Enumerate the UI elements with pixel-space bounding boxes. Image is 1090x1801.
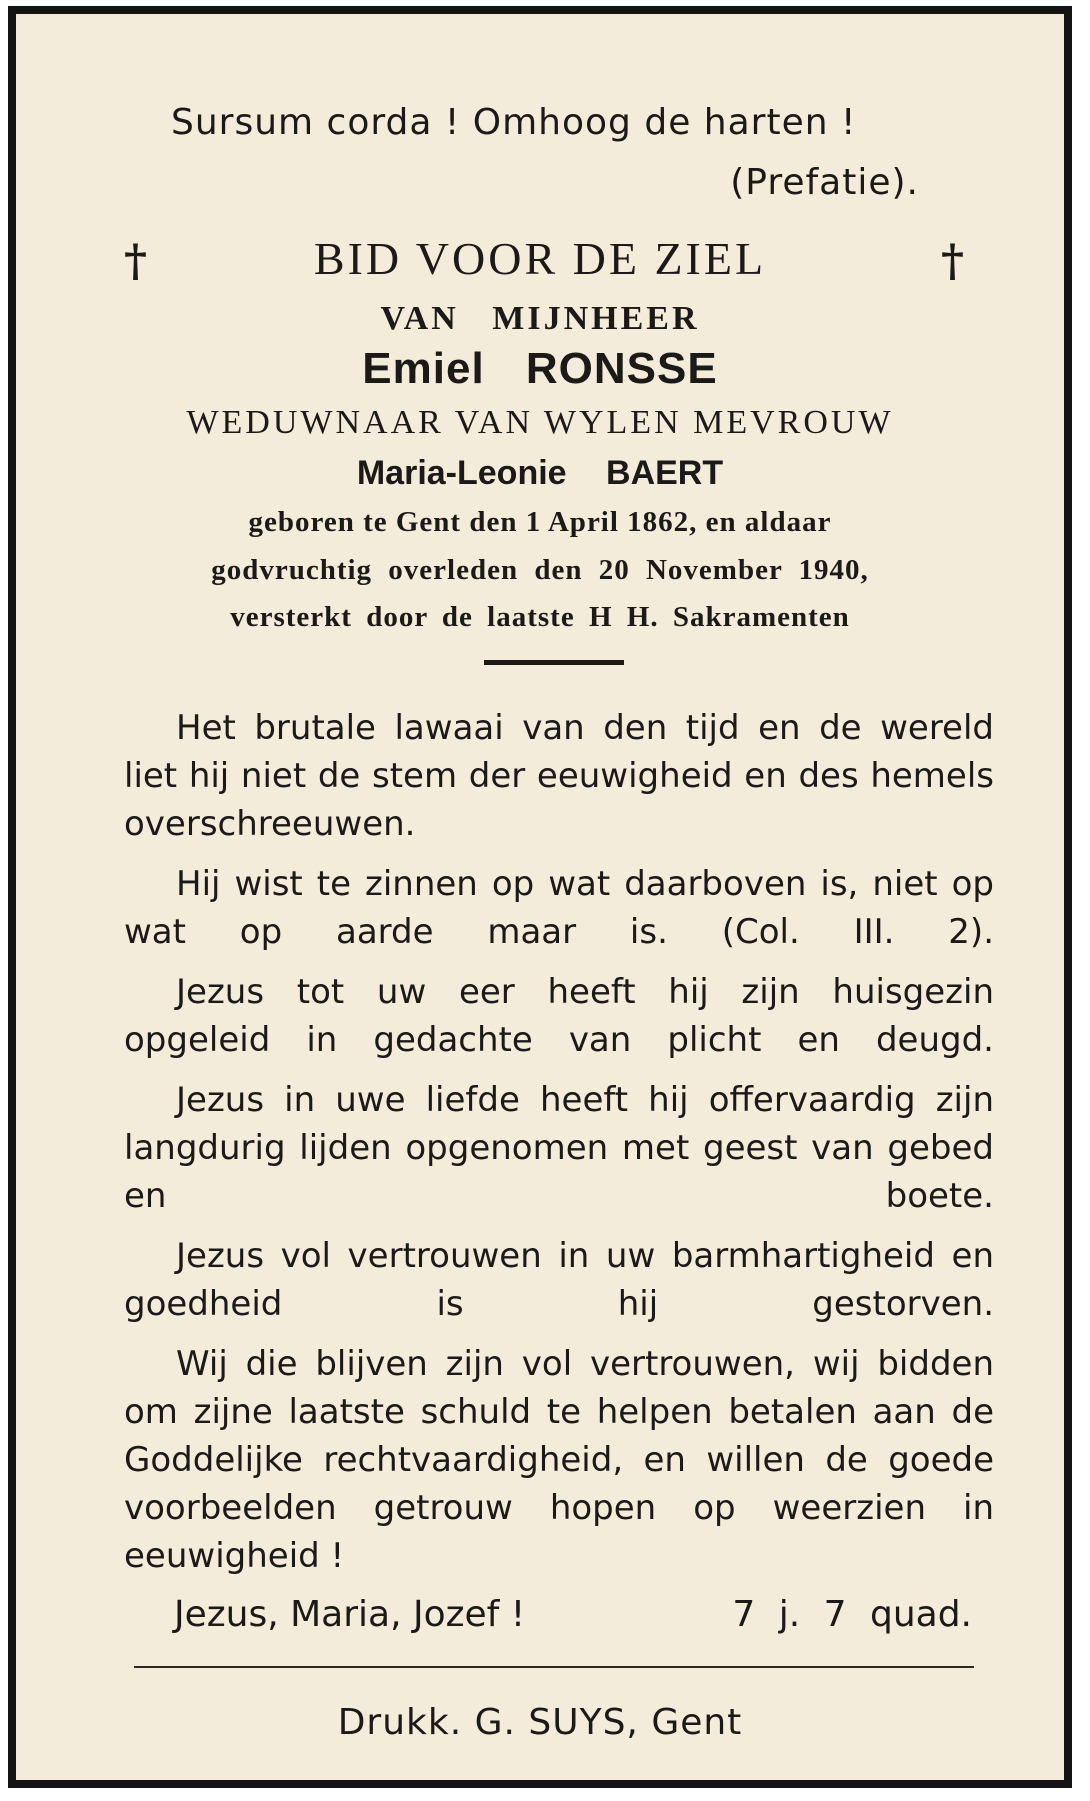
widower-line: WEDUWNAAR VAN WYLEN MEVROUW	[186, 404, 894, 441]
footer-divider	[134, 1666, 974, 1668]
page-title: BID VOOR DE ZIEL	[313, 233, 767, 284]
closing-prayer: Jezus, Maria, Jozef !	[174, 1594, 526, 1635]
printer-credit: Drukk. G. SUYS, Gent	[337, 1702, 743, 1743]
paragraph: Het brutale lawaai van den tijd en de wereld liet hij niet de stem der eeuwigheid en des hemels overschreeuwen.	[124, 708, 994, 844]
motto-source: (Prefatie).	[730, 162, 919, 203]
motto: Sursum corda ! Omhoog de harten !	[171, 102, 857, 143]
paragraph: Hij wist te zinnen op wat daarboven is, niet op wat op aarde maar is. (Col. III. 2).	[124, 864, 994, 952]
cross-icon-right: †	[940, 236, 964, 287]
wife-name: Maria-Leonie BAERT	[356, 454, 724, 492]
divider	[484, 660, 624, 665]
sacraments-line: versterkt door de laatste H H. Sakramenten	[230, 601, 850, 633]
memorial-text	[124, 704, 994, 1592]
paragraph: Jezus vol vertrouwen in uw barmhartigheid en goedheid is hij gestorven.	[124, 1236, 994, 1324]
memorial-card	[8, 6, 1072, 1788]
indulgence-note: 7 j. 7 quad.	[732, 1594, 972, 1635]
subtitle: VAN MIJNHEER	[380, 300, 700, 337]
deceased-name: Emiel RONSSE	[362, 344, 718, 393]
paragraph: Jezus in uwe liefde heeft hij offervaardig zijn langdurig lijden opgenomen met geest van gebed en boete.	[124, 1080, 994, 1216]
birth-line: geboren te Gent den 1 April 1862, en aldaar	[248, 506, 832, 538]
paragraph: Wij die blijven zijn vol vertrouwen, wij bidden om zijne laatste schuld te helpen betalen aan de Goddelijke rechtvaardigheid, en willen de goede voorbeelden getrouw hopen op weerzien in eeuwigheid !	[124, 1344, 994, 1576]
death-line: godvruchtig overleden den 20 November 1940,	[211, 554, 869, 586]
paragraph: Jezus tot uw eer heeft hij zijn huisgezin opgeleid in gedachte van plicht en deugd.	[124, 972, 994, 1060]
cross-icon-left: †	[124, 236, 148, 287]
